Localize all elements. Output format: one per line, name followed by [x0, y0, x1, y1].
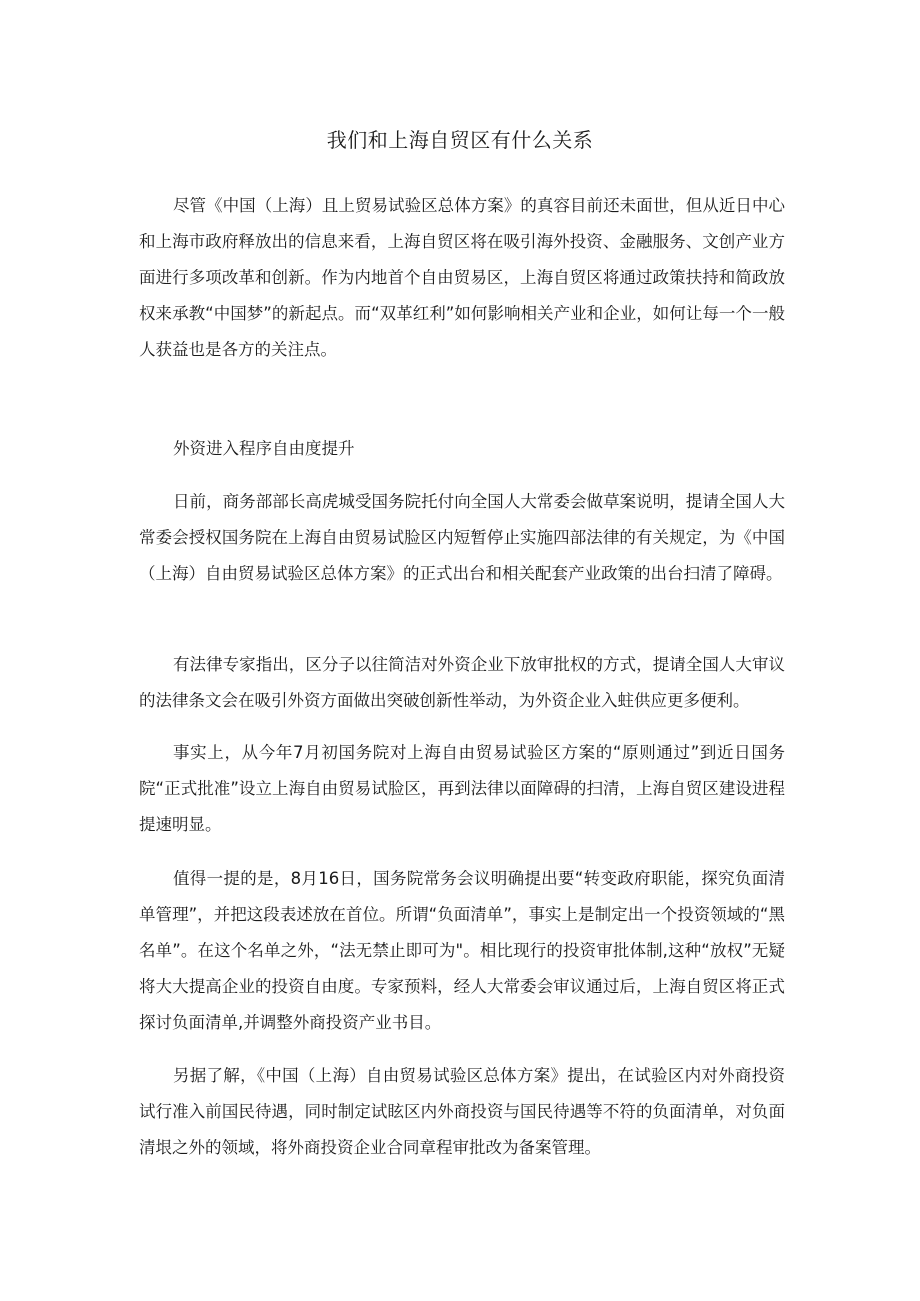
- body-paragraph-3: 事实上，从今年7月初国务院对上海自由贸易试验区方案的“原则通过”到近日国务院“正式批准”设立上海自由贸易试脸区，再到法律以面障碍的扫清，上海自贸区建设进程提速明显。: [139, 743, 785, 834]
- body-paragraph-5: 另据了解，《中国（上海）自由贸易试验区总体方案》提出，在试验区内对外商投资试行准入前国民待遇，同时制定试眩区内外商投资与国民待遇等不符的负面清单，对负面清垠之外的领域，将外商投资企业合同章程审批改为备案管理。: [139, 1066, 785, 1157]
- body-paragraph-4: 值得一提的是，8月16日，国务院常务会议明确提出要“转变政府职能，探究负面清单管理”，并把这段表述放在首位。所谓“负面清单”，事实上是制定出一个投资领域的“黑名单”。在这个名单之外，“法无禁止即可为"。相比现行的投资审批体制,这种“放权”无疑将大大提高企业的投资自由度。专家预料，经人大常委会审议通过后，上海自贸区将正式探讨负面清单,并调整外商投资产业书目。: [139, 869, 785, 1032]
- intro-paragraph: 尽管《中国（上海）且上贸易试验区总体方案》的真容目前还未面世，但从近日中心和上海市政府释放出的信息来看，上海自贸区将在吸引海外投资、金融服务、文创产业方面进行多项改革和创新。作为内地首个自由贸易区，上海自贸区将通过政策扶持和简政放权来承教“中国梦”的新起点。而“双革红利”如何影响相关产业和企业，如何让每一个一般人获益也是各方的关注点。: [139, 196, 785, 359]
- body-paragraph-2: 有法律专家指出，区分子以往简洁对外资企业下放审批权的方式，提请全国人大审议的法律条文会在吸引外资方面做出突破创新性举动，为外资企业入蛀供应更多便利。: [139, 655, 785, 710]
- section-heading: 外资进入程序自由度提升: [173, 439, 355, 458]
- body-paragraph-1: 日前，商务部部长高虎城受国务院托付向全国人大常委会做草案说明，提请全国人大常委会授权国务院在上海自由贸易试脸区内短暂停止实施四部法律的有关规定，为《中国（上海）自由贸易试验区总体方案》的正式出台和相关配套产业政策的出台扫清了障碍。: [139, 492, 785, 583]
- page-title: 我们和上海自贸区有什么关系: [326, 128, 594, 152]
